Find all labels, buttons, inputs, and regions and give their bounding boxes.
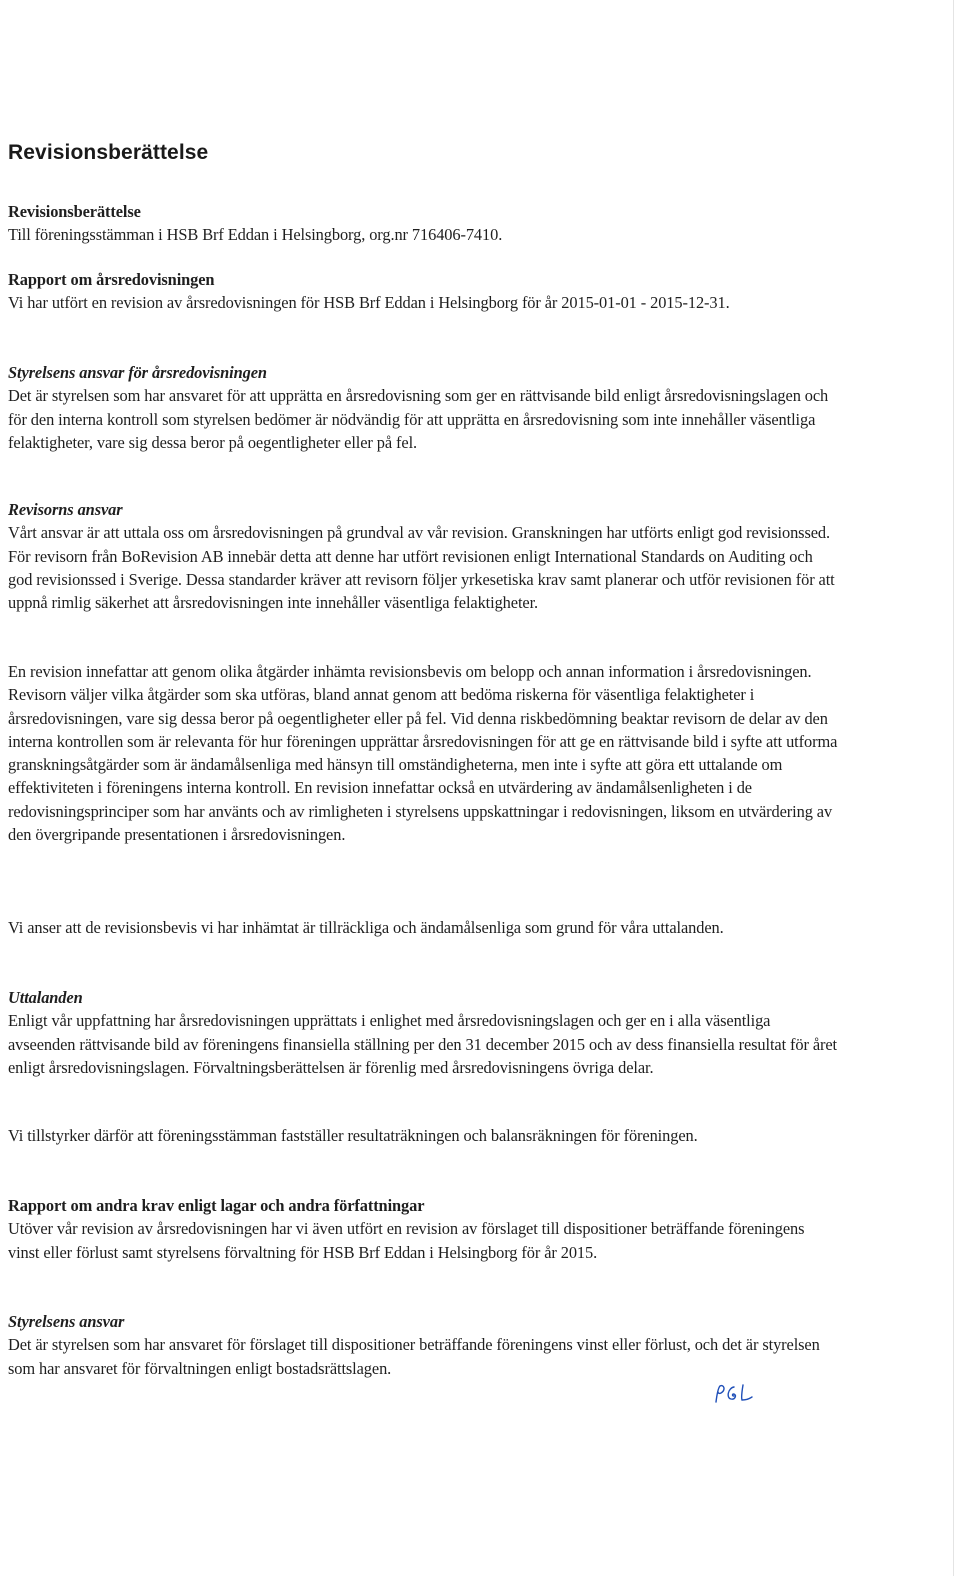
revisorns-ansvar-section-3 — [8, 916, 838, 939]
styrelsens-ansvar-heading: Styrelsens ansvar — [8, 1312, 125, 1331]
revisorns-ansvar-paragraph: En revision innefattar att genom olika åtgärder inhämta revisionsbevis om belopp och annan information i årsredovisningen. Revisorn väljer vilka åtgärder som ska utföras, bland annat genom att bedöma riskerna för väsentliga felaktigheter i årsredovisningen, vare sig dessa beror på oegentligheter eller på fel. Vid denna riskbedömning beaktar revisorn de delar av den interna kontrollen som är relevanta för hur föreningen upprättar årsredovisningen för att ge en rättvisande bild i syfte att utforma granskningsåtgärder som är ändamålsenliga med hänsyn till omständigheterna, men inte i syfte att göra ett uttalande om effektiviteten i föreningens interna kontroll. En revision innefattar också en utvärdering av ändamålsenligheten i de redovisningsprinciper som har använts och av rimligheten i styrelsens uppskattningar i redovisningen, liksom en utvärdering av den övergripande presentationen i årsredovisningen. — [8, 662, 838, 845]
uttalanden-section — [8, 986, 838, 1079]
uttalanden-heading: Uttalanden — [8, 988, 83, 1007]
revisorns-ansvar-paragraph: Vårt ansvar är att uttala oss om årsredovisningen på grundval av vår revision. Granskningen har utförts enligt god revisionssed. För revisorn från BoRevision AB innebär detta att denne har utfört revisionen enligt International Standards on Auditing och god revisionssed i Sverige. Dessa standarder kräver att revisorn följer yrkesetiska krav samt planerar och utför revisionen för att uppnå rimlig säkerhet att årsredovisningen inte innehåller väsentliga felaktigheter. — [8, 523, 835, 613]
styrelsens-ansvar-arsredovisning-section — [8, 361, 838, 454]
intro-heading: Revisionsberättelse — [8, 202, 141, 221]
rapport-arsredovisning-section — [8, 268, 838, 315]
styrelsens-ansvar-arsredovisning-heading: Styrelsens ansvar för årsredovisningen — [8, 363, 267, 382]
revisorns-ansvar-section-2 — [8, 660, 838, 846]
intro-section — [8, 200, 838, 247]
revisorns-ansvar-section — [8, 498, 838, 614]
rapport-arsredovisning-heading: Rapport om årsredovisningen — [8, 270, 215, 289]
revisorns-ansvar-paragraph: Vi anser att de revisionsbevis vi har inhämtat är tillräckliga och ändamålsenliga som grund för våra uttalanden. — [8, 918, 724, 937]
rapport-andra-krav-heading: Rapport om andra krav enligt lagar och andra författningar — [8, 1196, 425, 1215]
uttalanden-paragraph: Enligt vår uppfattning har årsredovisningen upprättats i enlighet med årsredovisningslagen och ger en i alla väsentliga avseenden rättvisande bild av föreningens finansiella ställning per den 31 december 2015 och av dess finansiella resultat för året enligt årsredovisningslagen. Förvaltningsberättelsen är förenlig med årsredovisningens övriga delar. — [8, 1011, 838, 1077]
rapport-andra-krav-text: Utöver vår revision av årsredovisningen har vi även utfört en revision av förslaget till dispositioner beträffande föreningens vinst eller förlust samt styrelsens förvaltning för HSB Brf Eddan i Helsingborg för år 2015. — [8, 1219, 805, 1262]
rapport-arsredovisning-text: Vi har utfört en revision av årsredovisningen för HSB Brf Eddan i Helsingborg för år 2015-01-01 - 2015-12-31. — [8, 293, 730, 313]
intro-text: Till föreningsstämman i HSB Brf Eddan i Helsingborg, org.nr 716406-7410. — [8, 225, 503, 245]
document-title: Revisionsberättelse — [8, 141, 209, 164]
uttalanden-paragraph: Vi tillstyrker därför att föreningsstämman fastställer resultaträkningen och balansräkningen för föreningen. — [8, 1126, 698, 1145]
styrelsens-ansvar-text: Det är styrelsen som har ansvaret för förslaget till dispositioner beträffande föreningens vinst eller förlust, och det är styrelsen som har ansvaret för förvaltningen enligt bostadsrättslagen. — [8, 1335, 820, 1378]
handwritten-initials — [712, 1380, 760, 1408]
page-edge-line — [953, 0, 954, 1576]
styrelsens-ansvar-section — [8, 1310, 838, 1380]
rapport-andra-krav-section — [8, 1194, 838, 1264]
styrelsens-ansvar-arsredovisning-text: Det är styrelsen som har ansvaret för att upprätta en årsredovisning som ger en rättvisande bild enligt årsredovisningslagen och för den interna kontroll som styrelsen bedömer är nödvändig för att upprätta en årsredovisning som inte innehåller väsentliga felaktigheter, vare sig dessa beror på oegentligheter eller på fel. — [8, 386, 829, 452]
revisorns-ansvar-heading: Revisorns ansvar — [8, 500, 123, 519]
uttalanden-section-2 — [8, 1124, 838, 1147]
